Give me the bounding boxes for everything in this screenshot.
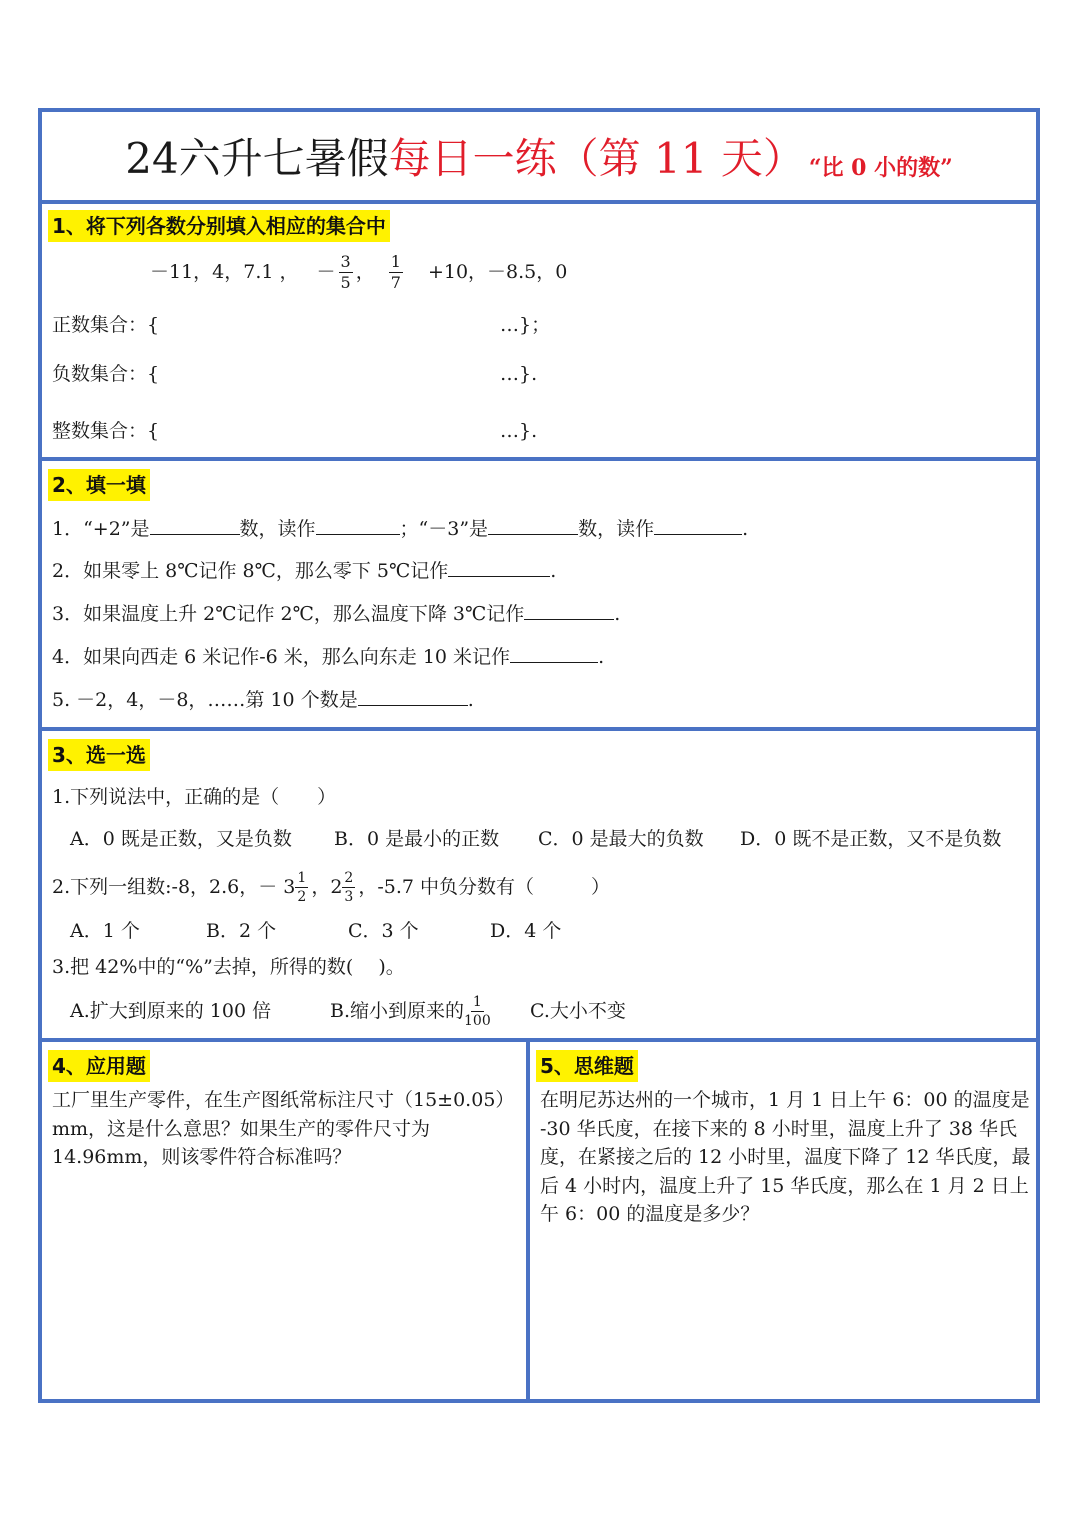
integer-set-end: …}. xyxy=(500,420,538,442)
q4-text: 4．如果向西走 6 米记作-6 米，那么向东走 10 米记作 xyxy=(52,646,511,668)
title-prefix: 24六升七暑假 xyxy=(125,134,389,183)
q1-text-a: 1．“+2”是 xyxy=(52,518,150,540)
q1-text-b: 数，读作 xyxy=(239,518,316,540)
q2-text: 2．如果零上 8℃记作 8℃，那么零下 5℃记作 xyxy=(52,560,449,582)
q5-period: . xyxy=(467,689,474,711)
fraction-one-half xyxy=(295,871,308,904)
q1-option-c[interactable]: C．0 是最大的负数 xyxy=(538,828,704,850)
q3-text: 3．如果温度上升 2℃记作 2℃，那么温度下降 3℃记作 xyxy=(52,603,525,625)
fraction-numerator: 3 xyxy=(340,251,351,271)
q2-option-a[interactable]: A．1 个 xyxy=(70,920,140,942)
application-problem-text: 工厂里生产零件，在生产图纸常标注尺寸（15±0.05）mm，这是什么意思？如果生产的零件尺寸为 14.96mm，则该零件符合标准吗？ xyxy=(52,1089,515,1168)
answer-blank[interactable] xyxy=(316,514,400,535)
q2-period: . xyxy=(550,560,557,582)
fill-question-5 xyxy=(52,685,474,713)
fraction-sign: － xyxy=(316,261,336,283)
fill-question-3 xyxy=(52,599,620,627)
q3-option-b[interactable] xyxy=(330,986,494,1036)
q3-option-b-text: B.缩小到原来的 xyxy=(330,1000,465,1022)
fill-question-4 xyxy=(52,642,604,670)
fill-question-1 xyxy=(52,514,748,542)
fraction-numerator: 1 xyxy=(472,993,482,1010)
q1-text-e: . xyxy=(742,518,749,540)
number-list xyxy=(150,250,567,294)
negative-set-label: 负数集合：{ xyxy=(52,363,160,385)
q3-period: . xyxy=(614,603,621,625)
fraction-numerator: 1 xyxy=(390,251,401,271)
answer-blank[interactable] xyxy=(488,514,578,535)
q5-text: 5. －2，4，－8，……第 10 个数是 xyxy=(52,689,358,711)
q2-option-c[interactable]: C．3 个 xyxy=(348,920,419,942)
numbers-part-a: －11，4，7.1 ， xyxy=(150,261,299,283)
fraction-numerator: 2 xyxy=(344,869,354,886)
fraction-denominator: 100 xyxy=(464,1012,491,1029)
fraction-numerator: 1 xyxy=(297,869,307,886)
answer-blank[interactable] xyxy=(524,599,614,620)
section4-heading: 4、应用题 xyxy=(48,1050,150,1082)
negative-set-end: …}. xyxy=(500,363,538,385)
fraction-denominator: 5 xyxy=(340,272,351,292)
fraction-one-hundredth xyxy=(464,995,491,1028)
title-subtitle: “比 0 小的数” xyxy=(808,155,953,181)
choice-question-1-stem: 1.下列说法中，正确的是（ ） xyxy=(52,786,337,808)
worksheet xyxy=(38,108,1040,1403)
fraction-two-thirds xyxy=(342,871,355,904)
worksheet-title xyxy=(42,112,1036,200)
numbers-part-b: +10，－8.5，0 xyxy=(427,261,568,283)
answer-blank[interactable] xyxy=(150,514,240,535)
q2-stem-c: ，-5.7 中负分数有（ ） xyxy=(358,876,611,898)
q1-text-c: ；“－3”是 xyxy=(399,518,489,540)
divider xyxy=(42,200,1036,204)
thinking-problem-text: 在明尼苏达州的一个城市，1 月 1 日上午 6：00 的温度是 -30 华氏度，在接下来的 8 小时里，温度上升了 38 华氏度，在紧接之后的 12 小时里，温度下降了 12 华氏度，最后 4 小时内，温度上升了 15 华氏度，那么在 1 月 2 日上午 6：00 的温度是多少？ xyxy=(540,1089,1031,1225)
q2-stem-a: 2.下列一组数:-8，2.6，－ 3 xyxy=(52,876,296,898)
column-divider xyxy=(526,1038,530,1399)
title-main: 每日一练（第 11 天） xyxy=(388,134,805,183)
q3-option-c[interactable]: C.大小不变 xyxy=(530,1000,626,1022)
divider xyxy=(42,727,1036,731)
divider xyxy=(42,1038,1036,1042)
q2-stem-b: ，2 xyxy=(311,876,343,898)
fraction-three-fifths xyxy=(339,251,353,292)
section5-heading: 5、思维题 xyxy=(536,1050,638,1082)
positive-set-end: …}； xyxy=(500,314,551,336)
positive-set-label: 正数集合：{ xyxy=(52,314,160,336)
fraction-denominator: 2 xyxy=(297,888,307,905)
q1-text-d: 数，读作 xyxy=(578,518,655,540)
choice-question-2-stem xyxy=(52,864,610,910)
fraction-denominator: 3 xyxy=(344,888,354,905)
q2-option-b[interactable]: B．2 个 xyxy=(206,920,277,942)
q1-option-a[interactable]: A．0 既是正数，又是负数 xyxy=(70,828,292,850)
answer-blank[interactable] xyxy=(654,514,742,535)
answer-blank[interactable] xyxy=(358,685,468,706)
section3-heading: 3、选一选 xyxy=(48,739,150,771)
fraction-one-seventh xyxy=(389,251,403,292)
fraction-denominator: 7 xyxy=(390,272,401,292)
choice-question-3-stem: 3.把 42%中的“%”去掉，所得的数( )。 xyxy=(52,956,405,978)
section1-heading: 1、将下列各数分别填入相应的集合中 xyxy=(48,210,390,242)
q3-option-a[interactable]: A.扩大到原来的 100 倍 xyxy=(70,1000,272,1022)
fraction-comma: ， xyxy=(355,261,375,283)
q1-option-d[interactable]: D．0 既不是正数，又不是负数 xyxy=(740,828,1002,850)
answer-blank[interactable] xyxy=(510,642,598,663)
q4-period: . xyxy=(598,646,605,668)
divider xyxy=(42,457,1036,461)
answer-blank[interactable] xyxy=(448,556,550,577)
section2-heading: 2、填一填 xyxy=(48,469,150,501)
q1-option-b[interactable]: B．0 是最小的正数 xyxy=(334,828,500,850)
integer-set-label: 整数集合：{ xyxy=(52,420,160,442)
fill-question-2 xyxy=(52,556,556,584)
q2-option-d[interactable]: D．4 个 xyxy=(490,920,562,942)
